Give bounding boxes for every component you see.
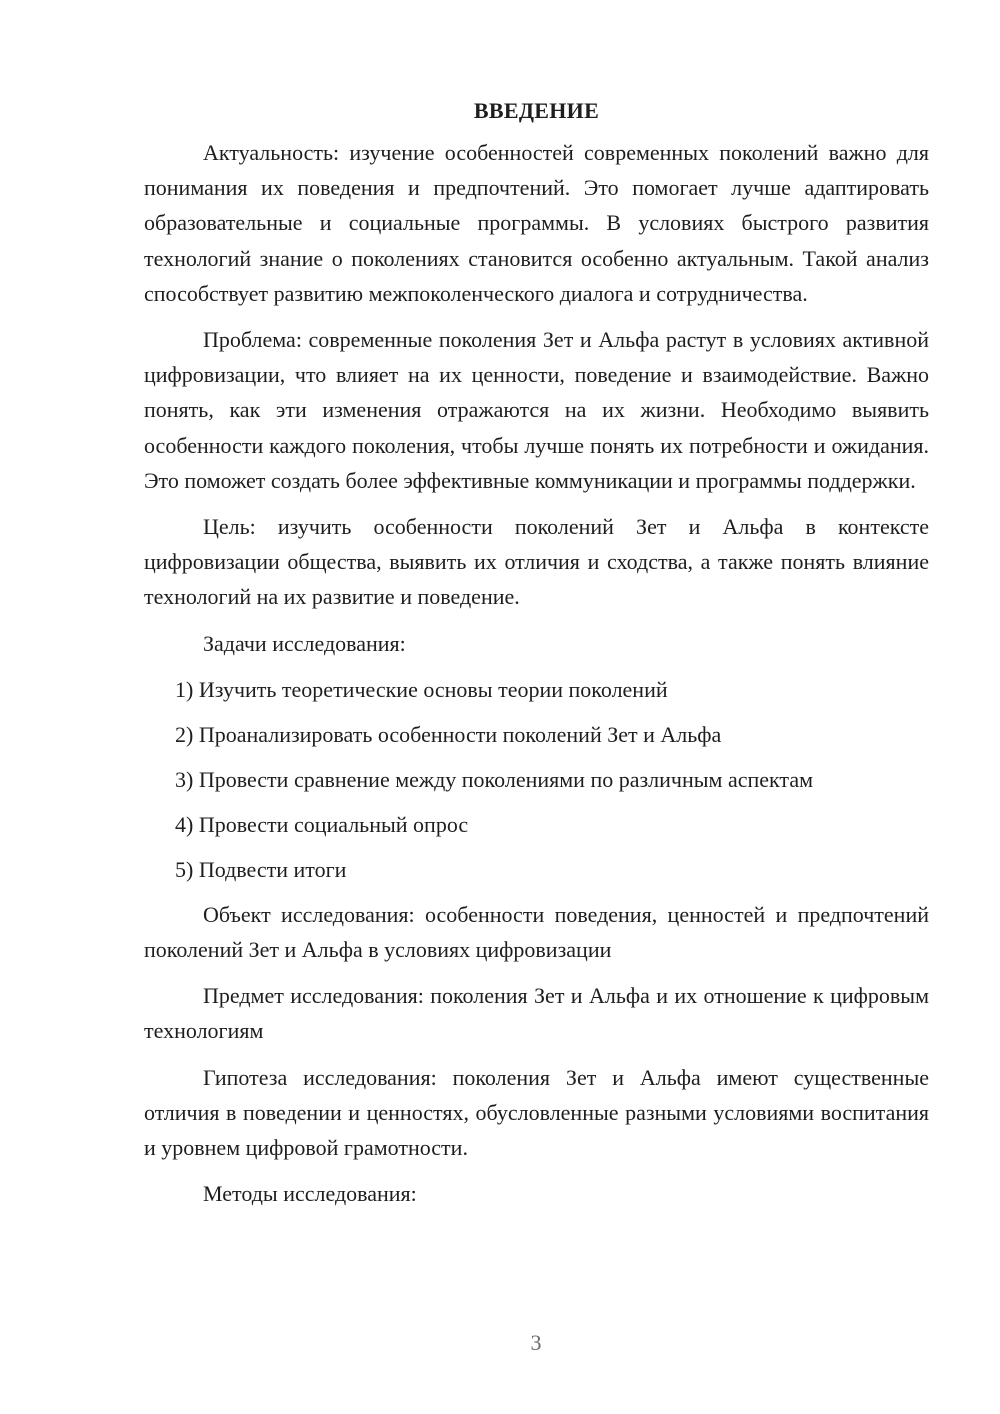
list-item: 2) Проанализировать особенности поколений Зет и Альфа — [175, 721, 722, 747]
paragraph-object: Объект исследования: особенности поведения, ценностей и предпочтений поколений Зет и Альфа в условиях цифровизации — [144, 901, 929, 963]
paragraph-goal: Цель: изучить особенности поколений Зет и Альфа в контексте цифровизации общества, выявить их отличия и сходства, а также понять влияние технологий на их развитие и поведение. — [144, 514, 929, 610]
paragraph-subject: Предмет исследования: поколения Зет и Альфа и их отношение к цифровым технологиям — [144, 983, 929, 1044]
list-item: 3) Провести сравнение между поколениями по различным аспектам — [175, 766, 813, 792]
paragraph-hypothesis: Гипотеза исследования: поколения Зет и Альфа имеют существенные отличия в поведении и ценностях, обусловленные разными условиями воспитания и уровнем цифровой грамотности. — [144, 1064, 929, 1161]
document-page — [144, 96, 929, 1222]
list-item: 5) Подвести итоги — [175, 856, 347, 882]
list-item: 4) Провести социальный опрос — [175, 811, 469, 837]
tasks-heading: Задачи исследования: — [203, 630, 406, 656]
paragraph-problem: Проблема: современные поколения Зет и Альфа растут в условиях активной цифровизации, что влияет на их ценности, поведение и взаимодействие. Важно понять, как эти изменения отражаются на их жизни. Необходимо выявить особенности каждого поколения, чтобы лучше понять их потребности и ожидания. Это поможет создать более эффективные коммуникации и программы поддержки. — [144, 327, 929, 493]
page-number: 3 — [530, 1330, 542, 1355]
section-title: ВВЕДЕНИЕ — [473, 98, 600, 123]
paragraph-relevance: Актуальность: изучение особенностей современных поколений важно для понимания их поведения и предпочтений. Это помогает лучше адаптировать образовательные и социальные программы. В условиях быстрого развития технологий знание о поколениях становится особенно актуальным. Такой анализ способствует развитию межпоколенческого диалога и сотрудничества. — [144, 140, 929, 306]
list-item: 1) Изучить теоретические основы теории поколений — [175, 676, 668, 702]
methods-heading: Методы исследования: — [203, 1181, 417, 1207]
tasks-list — [144, 672, 929, 887]
